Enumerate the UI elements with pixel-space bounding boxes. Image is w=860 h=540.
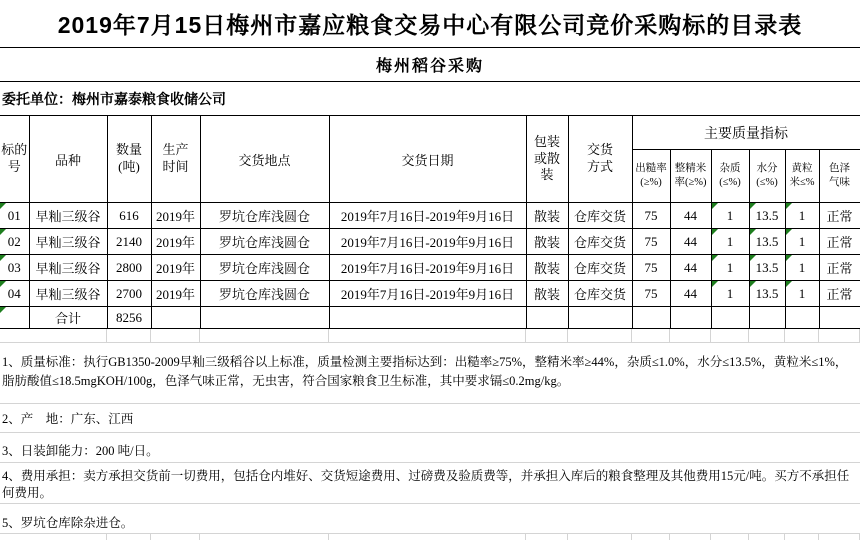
error-indicator-icon <box>0 307 6 313</box>
cell-husked-rate[interactable]: 75 <box>632 255 670 281</box>
error-indicator-icon <box>786 281 792 287</box>
cell-husked-rate[interactable]: 75 <box>632 281 670 307</box>
error-indicator-icon <box>786 203 792 209</box>
grid-cell <box>107 534 151 540</box>
cell-yellow-grain[interactable]: 1 <box>785 203 819 229</box>
empty-cell[interactable] <box>632 307 670 329</box>
grid-cell <box>749 329 785 342</box>
cell-husked-rate[interactable]: 75 <box>632 229 670 255</box>
cell-variety[interactable]: 早籼三级谷 <box>29 255 107 281</box>
empty-grid-row <box>0 329 860 343</box>
total-quantity-cell[interactable]: 8256 <box>107 307 151 329</box>
empty-cell[interactable] <box>151 307 200 329</box>
empty-cell[interactable] <box>785 307 819 329</box>
cell-variety[interactable]: 早籼三级谷 <box>29 281 107 307</box>
cell-packing[interactable]: 散装 <box>526 203 568 229</box>
cell-milled-rate[interactable]: 44 <box>670 255 711 281</box>
grid-cell <box>711 329 749 342</box>
grid-cell <box>151 329 200 342</box>
cell-yellow-grain[interactable]: 1 <box>785 229 819 255</box>
error-indicator-icon <box>0 281 6 287</box>
grid-cell <box>711 534 749 540</box>
error-indicator-icon <box>0 255 6 261</box>
cell-production-time[interactable]: 2019年 <box>151 255 200 281</box>
cell-delivery-date[interactable]: 2019年7月16日-2019年9月16日 <box>329 203 526 229</box>
error-indicator-icon <box>750 203 756 209</box>
header-quality-group[interactable]: 主要质量指标 <box>632 116 860 150</box>
cell-milled-rate[interactable]: 44 <box>670 281 711 307</box>
grid-cell <box>107 329 151 342</box>
header-production-time[interactable]: 生产时间 <box>151 116 200 203</box>
error-indicator-icon <box>750 255 756 261</box>
cell-packing[interactable]: 散装 <box>526 229 568 255</box>
grid-cell <box>819 534 860 540</box>
cell-color-odor[interactable]: 正常 <box>819 281 860 307</box>
cell-color-odor[interactable]: 正常 <box>819 255 860 281</box>
empty-cell[interactable] <box>329 307 526 329</box>
cell-delivery-method[interactable]: 仓库交货 <box>568 281 632 307</box>
grid-cell <box>670 534 711 540</box>
cell-moisture[interactable]: 13.5 <box>749 281 785 307</box>
grid-cell <box>0 534 29 540</box>
empty-cell[interactable] <box>526 307 568 329</box>
grid-cell <box>632 534 670 540</box>
error-indicator-icon <box>712 281 718 287</box>
cell-delivery-place[interactable]: 罗坑仓库浅圆仓 <box>200 203 329 229</box>
header-moisture[interactable]: 水分(≤%) <box>749 150 785 203</box>
cell-impurity[interactable]: 1 <box>711 255 749 281</box>
header-impurity[interactable]: 杂质(≤%) <box>711 150 749 203</box>
grid-cell <box>632 329 670 342</box>
cell-target-no[interactable] <box>0 307 29 329</box>
header-delivery-place[interactable]: 交货地点 <box>200 116 329 203</box>
cell-moisture[interactable]: 13.5 <box>749 255 785 281</box>
empty-cell[interactable] <box>711 307 749 329</box>
grid-cell <box>329 534 526 540</box>
note-warehouse: 5、罗坑仓库除杂进仓。 <box>0 504 860 534</box>
error-indicator-icon <box>712 255 718 261</box>
cell-target-no[interactable]: 03 <box>0 255 29 281</box>
error-indicator-icon <box>0 203 6 209</box>
cell-variety[interactable]: 早籼三级谷 <box>29 229 107 255</box>
cell-color-odor[interactable]: 正常 <box>819 203 860 229</box>
cell-delivery-method[interactable]: 仓库交货 <box>568 203 632 229</box>
empty-cell[interactable] <box>819 307 860 329</box>
header-target-no[interactable]: 标的号 <box>0 116 29 203</box>
grid-cell <box>526 534 568 540</box>
cell-variety[interactable]: 早籼三级谷 <box>29 203 107 229</box>
empty-cell[interactable] <box>670 307 711 329</box>
note-origin: 2、产 地：广东、江西 <box>0 404 860 433</box>
grid-cell <box>568 534 632 540</box>
cell-color-odor[interactable]: 正常 <box>819 229 860 255</box>
catalog-table <box>0 115 860 329</box>
cell-delivery-place[interactable]: 罗坑仓库浅圆仓 <box>200 281 329 307</box>
header-variety[interactable]: 品种 <box>29 116 107 203</box>
cell-impurity[interactable]: 1 <box>711 281 749 307</box>
error-indicator-icon <box>750 281 756 287</box>
cell-delivery-date[interactable]: 2019年7月16日-2019年9月16日 <box>329 229 526 255</box>
cell-husked-rate[interactable]: 75 <box>632 203 670 229</box>
error-indicator-icon <box>750 229 756 235</box>
cell-quantity[interactable]: 2700 <box>107 281 151 307</box>
grid-cell <box>0 329 29 342</box>
table-row <box>0 281 860 307</box>
cell-packing[interactable]: 散装 <box>526 255 568 281</box>
cell-delivery-date[interactable]: 2019年7月16日-2019年9月16日 <box>329 255 526 281</box>
grid-cell <box>329 329 526 342</box>
error-indicator-icon <box>0 229 6 235</box>
table-header-row <box>0 116 860 150</box>
grid-cell <box>200 534 329 540</box>
cell-target-no[interactable]: 02 <box>0 229 29 255</box>
page-subtitle: 梅州稻谷采购 <box>0 48 860 82</box>
grid-cell <box>819 329 860 342</box>
header-delivery-date[interactable]: 交货日期 <box>329 116 526 203</box>
cell-impurity[interactable]: 1 <box>711 203 749 229</box>
total-row <box>0 307 860 329</box>
header-milled-rate[interactable]: 整精米率(≥%) <box>670 150 711 203</box>
note-cost-responsibility: 4、费用承担：卖方承担交货前一切费用，包括仓内堆好、交货短途费用、过磅费及验质费等，并承担入库后的粮食整理及其他费用15元/吨。买方不承担任何费用。 <box>0 463 860 504</box>
cell-target-no[interactable]: 01 <box>0 203 29 229</box>
header-delivery-method[interactable]: 交货方式 <box>568 116 632 203</box>
cell-moisture[interactable]: 13.5 <box>749 203 785 229</box>
cell-quantity[interactable]: 616 <box>107 203 151 229</box>
cell-quantity[interactable]: 2140 <box>107 229 151 255</box>
error-indicator-icon <box>786 255 792 261</box>
header-quantity[interactable]: 数量(吨) <box>107 116 151 203</box>
error-indicator-icon <box>712 203 718 209</box>
note-loading-capacity: 3、日装卸能力：200 吨/日。 <box>0 433 860 463</box>
note-quality-standard: 1、质量标准：执行GB1350-2009早籼三级稻谷以上标准，质量检测主要指标达到：出糙率≥75%，整精米率≥44%，杂质≤1.0%，水分≤13.5%，黄粒米≤1%，脂肪酸值≤18.5mgKOH/100g，色泽气味正常，无虫害，符合国家粮食卫生标准，其中要求镉≤0.2mg/kg。 <box>0 343 860 404</box>
header-husked-rate[interactable]: 出糙率(≥%) <box>632 150 670 203</box>
grid-cell <box>200 329 329 342</box>
cell-yellow-grain[interactable]: 1 <box>785 255 819 281</box>
empty-cell[interactable] <box>749 307 785 329</box>
header-packing[interactable]: 包装或散装 <box>526 116 568 203</box>
table-row <box>0 229 860 255</box>
total-label-cell[interactable]: 合计 <box>29 307 107 329</box>
cell-target-no[interactable]: 04 <box>0 281 29 307</box>
table-row <box>0 255 860 281</box>
grid-cell <box>526 329 568 342</box>
cell-packing[interactable]: 散装 <box>526 281 568 307</box>
cell-delivery-place[interactable]: 罗坑仓库浅圆仓 <box>200 229 329 255</box>
grid-cell <box>670 329 711 342</box>
grid-cell <box>785 329 819 342</box>
cell-delivery-date[interactable]: 2019年7月16日-2019年9月16日 <box>329 281 526 307</box>
grid-cell <box>29 329 107 342</box>
cell-impurity[interactable]: 1 <box>711 229 749 255</box>
grid-cell <box>785 534 819 540</box>
consignor-line: 委托单位：梅州市嘉泰粮食收储公司 <box>2 90 226 107</box>
error-indicator-icon <box>712 229 718 235</box>
error-indicator-icon <box>786 229 792 235</box>
table-row <box>0 203 860 229</box>
empty-cell[interactable] <box>200 307 329 329</box>
header-color-odor[interactable]: 色泽气味 <box>819 150 860 203</box>
cell-production-time[interactable]: 2019年 <box>151 229 200 255</box>
grid-cell <box>568 329 632 342</box>
grid-cell <box>151 534 200 540</box>
header-yellow-grain[interactable]: 黄粒米≤% <box>785 150 819 203</box>
page-title: 2019年7月15日梅州市嘉应粮食交易中心有限公司竞价采购标的目录表 <box>0 0 860 48</box>
cell-delivery-place[interactable]: 罗坑仓库浅圆仓 <box>200 255 329 281</box>
cell-quantity[interactable]: 2800 <box>107 255 151 281</box>
grid-cell <box>749 534 785 540</box>
cell-production-time[interactable]: 2019年 <box>151 281 200 307</box>
cell-delivery-method[interactable]: 仓库交货 <box>568 229 632 255</box>
cell-delivery-method[interactable]: 仓库交货 <box>568 255 632 281</box>
cell-moisture[interactable]: 13.5 <box>749 229 785 255</box>
grid-cell <box>29 534 107 540</box>
cell-milled-rate[interactable]: 44 <box>670 203 711 229</box>
cell-yellow-grain[interactable]: 1 <box>785 281 819 307</box>
bottom-grid-row <box>0 534 860 540</box>
cell-milled-rate[interactable]: 44 <box>670 229 711 255</box>
cell-production-time[interactable]: 2019年 <box>151 203 200 229</box>
empty-cell[interactable] <box>568 307 632 329</box>
